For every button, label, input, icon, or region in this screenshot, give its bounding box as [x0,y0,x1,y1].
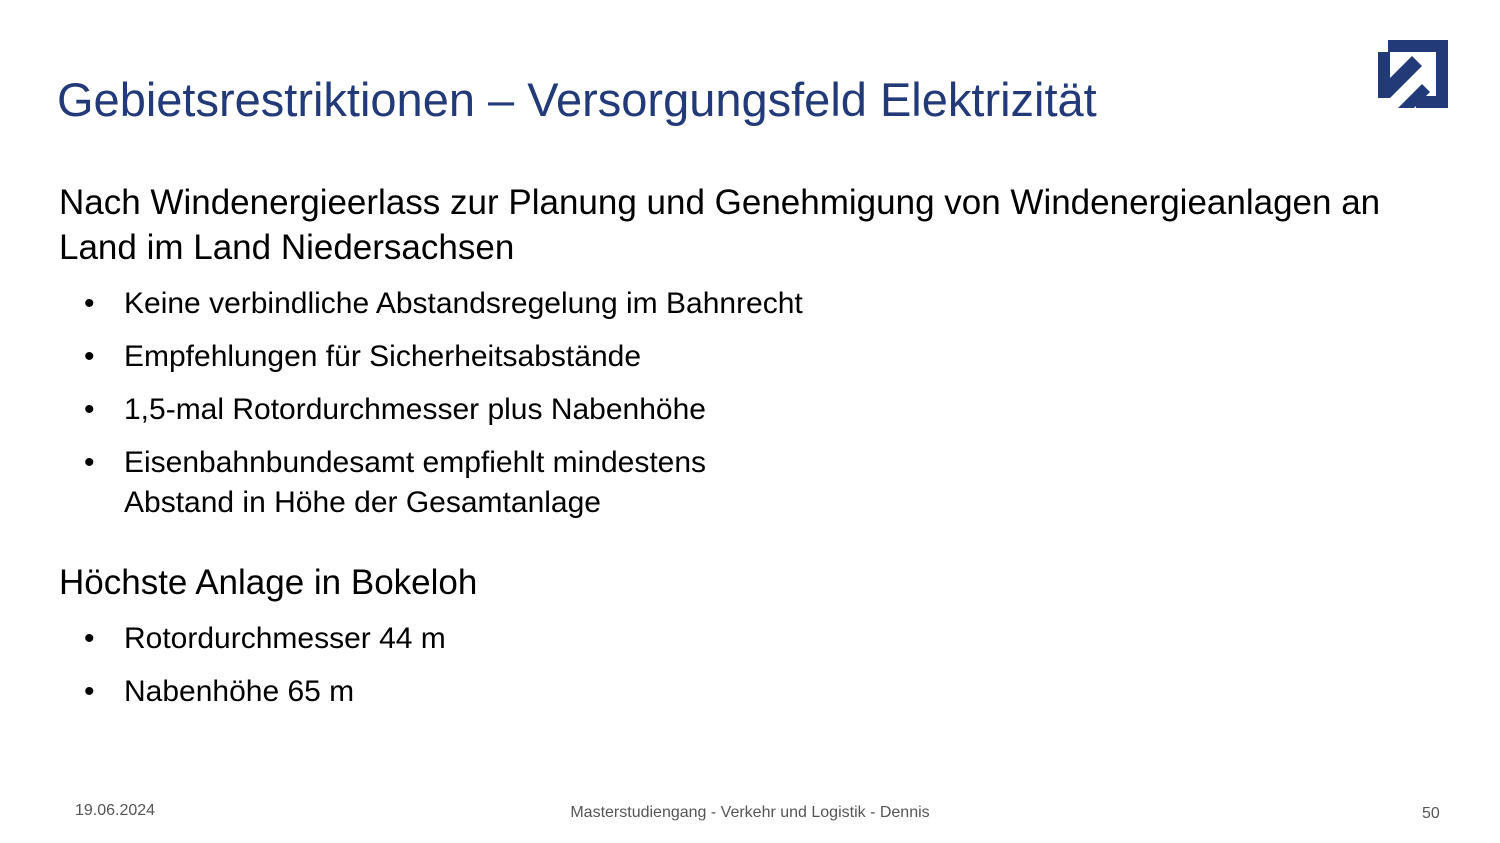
slide-body [59,180,1459,712]
bullet-item: • Rotordurchmesser 44 m [59,619,1459,659]
section-bokeloh [59,560,1459,712]
bullet-list [59,619,1459,712]
section-windenergieerlass [59,180,1459,523]
bullet-item: • Keine verbindliche Abstandsregelung im Bahnrecht [59,284,1459,324]
bullet-item: • 1,5-mal Rotordurchmesser plus Nabenhöhe [59,390,1459,430]
company-logo-icon [1376,32,1456,112]
section-heading: Höchste Anlage in Bokeloh [59,563,478,602]
footer-course-title: Masterstudiengang - Verkehr und Logistik - Dennis [570,804,930,821]
bullet-item: • Nabenhöhe 65 m [59,672,1459,712]
bullet-item: • Empfehlungen für Sicherheitsabstände [59,337,1459,377]
bullet-item: • Eisenbahnbundesamt empfiehlt mindestens Abstand in Höhe der Gesamtanlage [59,443,804,523]
footer-page-number: 50 [1422,805,1440,822]
bullet-list [59,284,1459,523]
footer-date: 19.06.2024 [75,802,156,819]
slide-title: Gebietsrestriktionen – Versorgungsfeld Elektrizität [57,73,1097,126]
section-heading: Nach Windenergieerlass zur Planung und Genehmigung von Windenergieanlagen an Land im Land Niedersachsen [59,183,1381,267]
